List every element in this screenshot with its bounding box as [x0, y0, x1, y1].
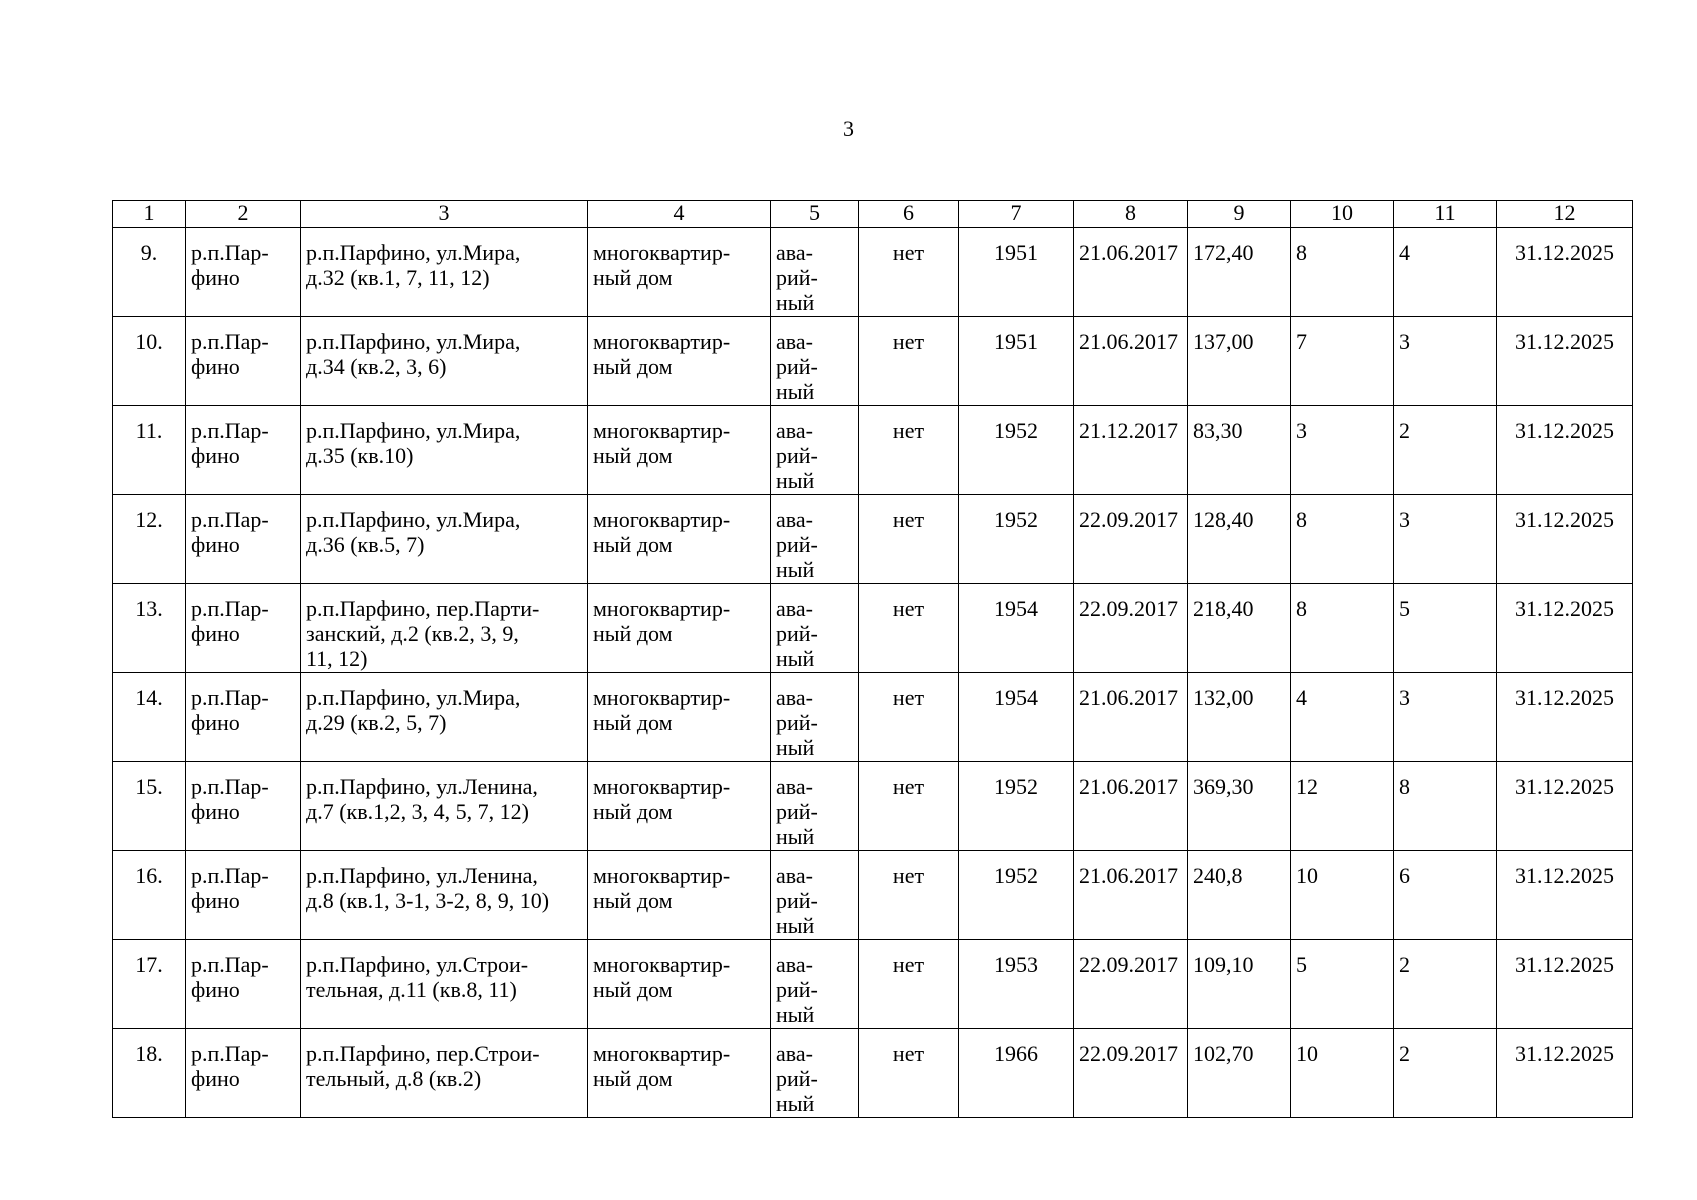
- column-header: 8: [1074, 201, 1188, 228]
- date-cell: 22.09.2017: [1074, 940, 1188, 1029]
- table-row: [113, 406, 1633, 495]
- year-cell: 1954: [959, 584, 1074, 673]
- residents-cell: 4: [1291, 673, 1394, 762]
- column-header: 2: [186, 201, 301, 228]
- deadline-cell: 31.12.2025: [1497, 317, 1633, 406]
- table-row: [113, 495, 1633, 584]
- column-header: 4: [588, 201, 771, 228]
- date-cell: 21.06.2017: [1074, 673, 1188, 762]
- row-number-cell: 11.: [113, 406, 186, 495]
- row-number-cell: 15.: [113, 762, 186, 851]
- year-cell: 1966: [959, 1029, 1074, 1118]
- flag-cell: нет: [859, 673, 959, 762]
- table-row: [113, 673, 1633, 762]
- column-header: 10: [1291, 201, 1394, 228]
- condition-cell: ава- рий- ный: [771, 495, 859, 584]
- column-header: 6: [859, 201, 959, 228]
- area-cell: 369,30: [1188, 762, 1291, 851]
- residents-cell: 10: [1291, 1029, 1394, 1118]
- residents-cell: 12: [1291, 762, 1394, 851]
- flag-cell: нет: [859, 1029, 959, 1118]
- year-cell: 1951: [959, 317, 1074, 406]
- date-cell: 21.06.2017: [1074, 228, 1188, 317]
- housing-registry-table: [112, 200, 1633, 1118]
- apartments-cell: 4: [1394, 228, 1497, 317]
- column-header: 7: [959, 201, 1074, 228]
- address-cell: р.п.Парфино, ул.Мира, д.32 (кв.1, 7, 11, 12): [301, 228, 588, 317]
- deadline-cell: 31.12.2025: [1497, 762, 1633, 851]
- date-cell: 22.09.2017: [1074, 1029, 1188, 1118]
- column-header: 11: [1394, 201, 1497, 228]
- deadline-cell: 31.12.2025: [1497, 940, 1633, 1029]
- building-type-cell: многоквартир- ный дом: [588, 940, 771, 1029]
- residents-cell: 5: [1291, 940, 1394, 1029]
- year-cell: 1952: [959, 406, 1074, 495]
- address-cell: р.п.Парфино, ул.Мира, д.35 (кв.10): [301, 406, 588, 495]
- condition-cell: ава- рий- ный: [771, 1029, 859, 1118]
- deadline-cell: 31.12.2025: [1497, 584, 1633, 673]
- row-number-cell: 9.: [113, 228, 186, 317]
- flag-cell: нет: [859, 406, 959, 495]
- settlement-cell: р.п.Пар- фино: [186, 228, 301, 317]
- date-cell: 22.09.2017: [1074, 495, 1188, 584]
- residents-cell: 8: [1291, 228, 1394, 317]
- flag-cell: нет: [859, 228, 959, 317]
- apartments-cell: 6: [1394, 851, 1497, 940]
- building-type-cell: многоквартир- ный дом: [588, 228, 771, 317]
- date-cell: 21.06.2017: [1074, 317, 1188, 406]
- settlement-cell: р.п.Пар- фино: [186, 584, 301, 673]
- deadline-cell: 31.12.2025: [1497, 406, 1633, 495]
- address-cell: р.п.Парфино, ул.Мира, д.34 (кв.2, 3, 6): [301, 317, 588, 406]
- residents-cell: 7: [1291, 317, 1394, 406]
- table-row: [113, 228, 1633, 317]
- flag-cell: нет: [859, 940, 959, 1029]
- settlement-cell: р.п.Пар- фино: [186, 851, 301, 940]
- page-number: 3: [843, 116, 854, 141]
- condition-cell: ава- рий- ный: [771, 673, 859, 762]
- table-row: [113, 851, 1633, 940]
- deadline-cell: 31.12.2025: [1497, 851, 1633, 940]
- column-header: 12: [1497, 201, 1633, 228]
- building-type-cell: многоквартир- ный дом: [588, 851, 771, 940]
- table-row: [113, 1029, 1633, 1118]
- year-cell: 1951: [959, 228, 1074, 317]
- year-cell: 1952: [959, 762, 1074, 851]
- settlement-cell: р.п.Пар- фино: [186, 495, 301, 584]
- apartments-cell: 3: [1394, 317, 1497, 406]
- row-number-cell: 14.: [113, 673, 186, 762]
- row-number-cell: 13.: [113, 584, 186, 673]
- settlement-cell: р.п.Пар- фино: [186, 762, 301, 851]
- condition-cell: ава- рий- ный: [771, 584, 859, 673]
- flag-cell: нет: [859, 317, 959, 406]
- column-header: 3: [301, 201, 588, 228]
- residents-cell: 10: [1291, 851, 1394, 940]
- area-cell: 137,00: [1188, 317, 1291, 406]
- area-cell: 172,40: [1188, 228, 1291, 317]
- table-row: [113, 317, 1633, 406]
- date-cell: 21.06.2017: [1074, 851, 1188, 940]
- building-type-cell: многоквартир- ный дом: [588, 495, 771, 584]
- condition-cell: ава- рий- ный: [771, 851, 859, 940]
- row-number-cell: 16.: [113, 851, 186, 940]
- apartments-cell: 2: [1394, 406, 1497, 495]
- column-header: 5: [771, 201, 859, 228]
- column-header: 9: [1188, 201, 1291, 228]
- deadline-cell: 31.12.2025: [1497, 495, 1633, 584]
- residents-cell: 8: [1291, 495, 1394, 584]
- apartments-cell: 2: [1394, 1029, 1497, 1118]
- header-row: [113, 201, 1633, 228]
- table-body: [113, 228, 1633, 1118]
- apartments-cell: 5: [1394, 584, 1497, 673]
- row-number-cell: 17.: [113, 940, 186, 1029]
- year-cell: 1953: [959, 940, 1074, 1029]
- area-cell: 83,30: [1188, 406, 1291, 495]
- apartments-cell: 8: [1394, 762, 1497, 851]
- address-cell: р.п.Парфино, пер.Строи- тельный, д.8 (кв.2): [301, 1029, 588, 1118]
- condition-cell: ава- рий- ный: [771, 406, 859, 495]
- year-cell: 1952: [959, 851, 1074, 940]
- date-cell: 21.06.2017: [1074, 762, 1188, 851]
- settlement-cell: р.п.Пар- фино: [186, 406, 301, 495]
- area-cell: 109,10: [1188, 940, 1291, 1029]
- address-cell: р.п.Парфино, пер.Парти- занский, д.2 (кв.2, 3, 9, 11, 12): [301, 584, 588, 673]
- residents-cell: 3: [1291, 406, 1394, 495]
- row-number-cell: 18.: [113, 1029, 186, 1118]
- settlement-cell: р.п.Пар- фино: [186, 317, 301, 406]
- building-type-cell: многоквартир- ный дом: [588, 762, 771, 851]
- table-header: [113, 201, 1633, 228]
- flag-cell: нет: [859, 584, 959, 673]
- condition-cell: ава- рий- ный: [771, 940, 859, 1029]
- area-cell: 132,00: [1188, 673, 1291, 762]
- area-cell: 102,70: [1188, 1029, 1291, 1118]
- condition-cell: ава- рий- ный: [771, 228, 859, 317]
- row-number-cell: 12.: [113, 495, 186, 584]
- table-row: [113, 584, 1633, 673]
- address-cell: р.п.Парфино, ул.Ленина, д.7 (кв.1,2, 3, 4, 5, 7, 12): [301, 762, 588, 851]
- building-type-cell: многоквартир- ный дом: [588, 673, 771, 762]
- table-row: [113, 762, 1633, 851]
- building-type-cell: многоквартир- ный дом: [588, 317, 771, 406]
- year-cell: 1954: [959, 673, 1074, 762]
- address-cell: р.п.Парфино, ул.Ленина, д.8 (кв.1, 3-1, 3-2, 8, 9, 10): [301, 851, 588, 940]
- building-type-cell: многоквартир- ный дом: [588, 584, 771, 673]
- building-type-cell: многоквартир- ный дом: [588, 1029, 771, 1118]
- flag-cell: нет: [859, 495, 959, 584]
- row-number-cell: 10.: [113, 317, 186, 406]
- year-cell: 1952: [959, 495, 1074, 584]
- address-cell: р.п.Парфино, ул.Мира, д.29 (кв.2, 5, 7): [301, 673, 588, 762]
- deadline-cell: 31.12.2025: [1497, 673, 1633, 762]
- apartments-cell: 3: [1394, 495, 1497, 584]
- settlement-cell: р.п.Пар- фино: [186, 940, 301, 1029]
- area-cell: 218,40: [1188, 584, 1291, 673]
- address-cell: р.п.Парфино, ул.Строи- тельная, д.11 (кв.8, 11): [301, 940, 588, 1029]
- area-cell: 128,40: [1188, 495, 1291, 584]
- settlement-cell: р.п.Пар- фино: [186, 1029, 301, 1118]
- residents-cell: 8: [1291, 584, 1394, 673]
- flag-cell: нет: [859, 851, 959, 940]
- date-cell: 21.12.2017: [1074, 406, 1188, 495]
- column-header: 1: [113, 201, 186, 228]
- building-type-cell: многоквартир- ный дом: [588, 406, 771, 495]
- condition-cell: ава- рий- ный: [771, 317, 859, 406]
- area-cell: 240,8: [1188, 851, 1291, 940]
- deadline-cell: 31.12.2025: [1497, 228, 1633, 317]
- date-cell: 22.09.2017: [1074, 584, 1188, 673]
- address-cell: р.п.Парфино, ул.Мира, д.36 (кв.5, 7): [301, 495, 588, 584]
- condition-cell: ава- рий- ный: [771, 762, 859, 851]
- settlement-cell: р.п.Пар- фино: [186, 673, 301, 762]
- flag-cell: нет: [859, 762, 959, 851]
- table-row: [113, 940, 1633, 1029]
- apartments-cell: 3: [1394, 673, 1497, 762]
- deadline-cell: 31.12.2025: [1497, 1029, 1633, 1118]
- apartments-cell: 2: [1394, 940, 1497, 1029]
